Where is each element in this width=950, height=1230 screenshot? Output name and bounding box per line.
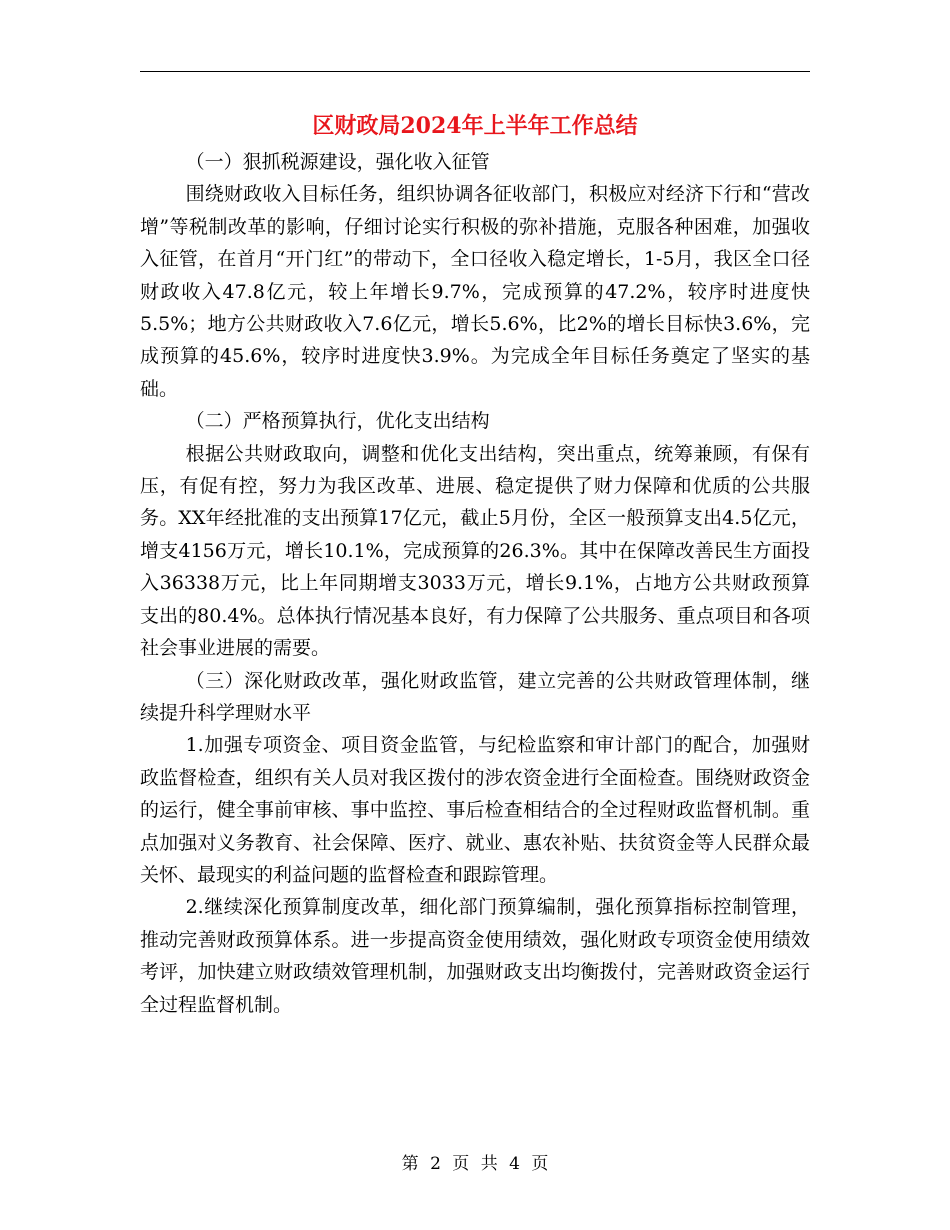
document-title: 区财政局2024年上半年工作总结 xyxy=(312,113,638,139)
document-body xyxy=(140,146,810,1021)
header-rule xyxy=(140,71,810,72)
section-heading-1: （一）狠抓税源建设，强化收入征管 xyxy=(185,151,490,173)
section-heading-2: （二）严格预算执行，优化支出结构 xyxy=(185,410,490,433)
paragraph: 围绕财政收入目标任务，组织协调各征收部门，积极应对经济下行和“营改增”等税制改革的影响，仔细讨论实行积极的弥补措施，克服各种困难，加强收入征管，在首月“开门红”的带动下，全口径收入稳定增长，1-5月，我区全口径财政收入47.8亿元，较上年增长9.7%，完成预算的47.2%，较序时进度快5.5%；地方公共财政收入7.6亿元，增长5.6%，比2%的增长目标快3.6%，完成预算的45.6%，较序时进度快3.9%。为完成全年目标任务奠定了坚实的基础。 xyxy=(140,183,810,400)
section-heading-3: （三）深化财政改革，强化财政监管，建立完善的公共财政管理体制，继续提升科学理财水平 xyxy=(140,669,810,724)
paragraph: 1.加强专项资金、项目资金监管，与纪检监察和审计部门的配合，加强财政监督检查，组织有关人员对我区拨付的涉农资金进行全面检查。围绕财政资金的运行，健全事前审核、事中监控、事后检查相结合的全过程财政监督机制。重点加强对义务教育、社会保障、医疗、就业、惠农补贴、扶贫资金等人民群众最关怀、最现实的利益问题的监督检查和跟踪管理。 xyxy=(140,734,810,886)
paragraph: 根据公共财政取向，调整和优化支出结构，突出重点，统筹兼顾，有保有压，有促有控，努力为我区改革、进展、稳定提供了财力保障和优质的公共服务。XX年经批准的支出预算17亿元，截止5月份，全区一般预算支出4.5亿元，增支4156万元，增长10.1%，完成预算的26.3%。其中在保障改善民生方面投入36338万元，比上年同期增支3033万元，增长9.1%，占地方公共财政预算支出的80.4%。总体执行情况基本良好，有力保障了公共服务、重点项目和各项社会事业进展的需要。 xyxy=(140,442,810,660)
page-number: 第 2 页 共 4 页 xyxy=(401,1154,549,1174)
paragraph: 2.继续深化预算制度改革，细化部门预算编制，强化预算指标控制管理，推动完善财政预算体系。进一步提高资金使用绩效，强化财政专项资金使用绩效考评，加快建立财政绩效管理机制，加强财政支出均衡拨付，完善财政资金运行全过程监督机制。 xyxy=(140,896,810,1016)
